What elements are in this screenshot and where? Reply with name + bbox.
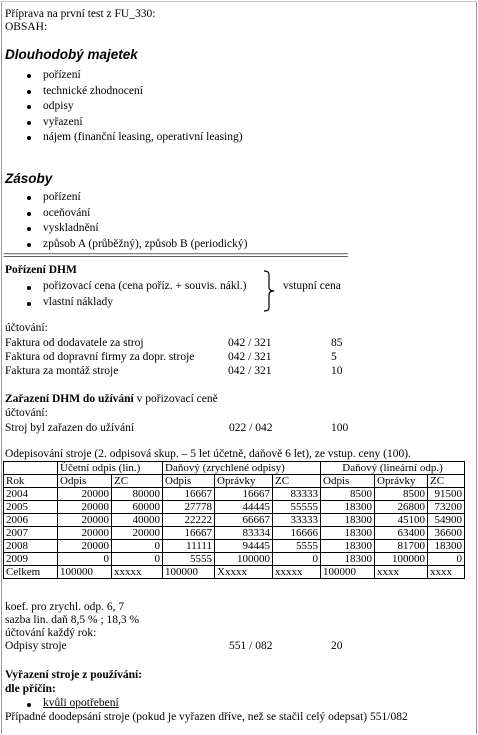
table-row	[4, 514, 465, 527]
uctovani-label: účtování:	[5, 322, 48, 334]
table-row	[4, 488, 465, 501]
table-cell: 2004	[4, 488, 58, 501]
table-header: Oprávky	[215, 475, 273, 488]
table-cell: 16667	[215, 488, 273, 501]
table-row	[4, 566, 465, 579]
table-cell: 100000	[163, 566, 215, 579]
table-cell: 18300	[321, 553, 375, 566]
table-header: Odpis	[321, 475, 375, 488]
table-cell: 0	[58, 553, 112, 566]
entry-account: 042 / 321	[228, 337, 272, 349]
table-cell: xxxx	[428, 566, 465, 579]
table-cell: 26800	[375, 501, 428, 514]
table-cell: 63400	[375, 527, 428, 540]
list-item: pořizovací cena (cena poříz. + souvis. nákl.)	[43, 280, 247, 292]
table-cell: 40000	[112, 514, 163, 527]
entry-account: 042 / 321	[228, 365, 272, 377]
table-cell: 36600	[428, 527, 465, 540]
list-item: vlastní náklady	[43, 296, 113, 308]
list-item: pořízení	[43, 69, 81, 81]
bullet-icon	[27, 90, 31, 94]
list-item: způsob A (průběžný), způsob B (periodický)	[43, 238, 248, 250]
entry-amount: 85	[331, 337, 343, 349]
entry-account: 022 / 042	[229, 422, 273, 434]
table-cell: 8500	[375, 488, 428, 501]
list-item: nájem (finanční leasing, operativní leasing)	[43, 131, 243, 143]
note-line: účtování každý rok:	[5, 627, 97, 639]
entry-text: Faktura od dopravní firmy za dopr. stroje	[5, 351, 195, 363]
table-group-header-row	[4, 462, 465, 475]
last-line: Případné doodepsání stroje (pokud je vyřazen dříve, než se stačil celý odepsat) 551/082	[5, 711, 408, 723]
table-cell: 20000	[112, 527, 163, 540]
table-cell: 18300	[321, 514, 375, 527]
table-cell: 16666	[273, 527, 321, 540]
list-item: technické zhodnocení	[43, 85, 143, 97]
table-header: ZC	[273, 475, 321, 488]
table-cell: 20000	[58, 514, 112, 527]
entry-amount: 5	[331, 351, 337, 363]
table-group-header: Účetní odpis (lin.)	[58, 462, 163, 475]
curly-brace-icon	[262, 270, 276, 312]
table-cell: 2005	[4, 501, 58, 514]
table-cell: 2006	[4, 514, 58, 527]
table-cell: 100000	[215, 553, 273, 566]
table-cell: 83334	[215, 527, 273, 540]
bullet-icon	[27, 136, 31, 140]
table-cell: 0	[112, 540, 163, 553]
bullet-icon	[27, 196, 31, 200]
table-group-header: Daňový (zrychlené odpisy)	[163, 462, 321, 475]
bullet-icon	[27, 74, 31, 78]
table-cell: 18300	[321, 540, 375, 553]
note-line: sazba lin. daň 8,5 % ; 18,3 %	[5, 614, 140, 626]
table-row	[4, 553, 465, 566]
table-cell: 20000	[58, 527, 112, 540]
entry-amount: 100	[331, 422, 349, 434]
table-cell: 0	[273, 553, 321, 566]
bullet-icon	[27, 286, 31, 290]
table-row	[4, 540, 465, 553]
table-cell: 20000	[58, 488, 112, 501]
bullet-icon	[27, 105, 31, 109]
table-cell: 100000	[321, 566, 375, 579]
table-cell: 91500	[428, 488, 465, 501]
bullet-icon	[27, 121, 31, 125]
table-cell: xxxx	[375, 566, 428, 579]
table-group-header: Daňový (lineární odp.)	[321, 462, 465, 475]
table-header: ZC	[112, 475, 163, 488]
table-header: Odpis	[163, 475, 215, 488]
table-cell: 8500	[321, 488, 375, 501]
table-cell: 18300	[428, 540, 465, 553]
table-cell: 94445	[215, 540, 273, 553]
table-cell: 22222	[163, 514, 215, 527]
table-cell: Celkem	[4, 566, 58, 579]
table-cell: 27778	[163, 501, 215, 514]
table-cell: 66667	[215, 514, 273, 527]
table-cell: 2009	[4, 553, 58, 566]
table-header: Odpis	[58, 475, 112, 488]
table-cell: 81700	[375, 540, 428, 553]
table-cell: 55555	[273, 501, 321, 514]
entry-text: Odpisy stroje	[5, 640, 67, 652]
section-title-zarazeni	[5, 393, 218, 406]
table-cell: 100000	[375, 553, 428, 566]
table-cell: 5555	[163, 553, 215, 566]
depreciation-table	[3, 461, 465, 579]
table-header: Rok	[4, 475, 58, 488]
table-cell: 18300	[321, 527, 375, 540]
list-item: vyřazení	[43, 116, 83, 128]
table-cell: 11111	[163, 540, 215, 553]
table-cell: 100000	[58, 566, 112, 579]
entry-text: Faktura za montáž stroje	[5, 365, 119, 377]
vyrazeni-subtitle: dle příčin:	[5, 683, 56, 695]
list-item: odpisy	[43, 100, 74, 112]
table-cell: 0	[428, 553, 465, 566]
table-cell: xxxxx	[273, 566, 321, 579]
table-cell: 2008	[4, 540, 58, 553]
entry-account: 551 / 082	[229, 640, 273, 652]
brace-label: vstupní cena	[283, 280, 341, 292]
table-cell: 73200	[428, 501, 465, 514]
uctovani-label: účtování:	[5, 407, 48, 419]
table-cell: Xxxxx	[215, 566, 273, 579]
table-cell: 18300	[321, 501, 375, 514]
odpisovani-text: Odepisování stroje (2. odpisová skup. – 5 let účetně, daňově 6 let), ze vstup. ceny (100).	[5, 448, 411, 460]
list-item: oceňování	[43, 207, 91, 219]
table-cell	[4, 462, 58, 475]
bullet-icon	[27, 703, 31, 707]
entry-amount: 10	[331, 365, 343, 377]
separator-line: ==================================================================================	[3, 253, 348, 260]
zarazeni-title-bold: Zařazení DHM do užívání	[5, 393, 134, 405]
table-cell: 0	[112, 553, 163, 566]
bullet-icon	[27, 227, 31, 231]
bullet-icon	[27, 243, 31, 247]
table-cell: 44445	[215, 501, 273, 514]
bullet-icon	[27, 302, 31, 306]
list-item: vyskladnění	[43, 222, 99, 234]
table-cell: 20000	[58, 501, 112, 514]
table-cell: 60000	[112, 501, 163, 514]
table-cell: 80000	[112, 488, 163, 501]
table-cell: 5555	[273, 540, 321, 553]
table-cell: 16667	[163, 527, 215, 540]
section-title-zasoby: Zásoby	[5, 171, 53, 186]
table-row	[4, 501, 465, 514]
table-cell: 54900	[428, 514, 465, 527]
entry-text: Faktura od dodavatele za stroj	[5, 337, 144, 349]
section-title-dlouhodoby-majetek: Dlouhodobý majetek	[5, 47, 138, 62]
header-line-2: OBSAH:	[5, 21, 48, 33]
table-cell: 2007	[4, 527, 58, 540]
table-cell: 16667	[163, 488, 215, 501]
table-header: Oprávky	[375, 475, 428, 488]
table-cell: 33333	[273, 514, 321, 527]
entry-account: 042 / 321	[228, 351, 272, 363]
bullet-icon	[27, 212, 31, 216]
list-item: pořízení	[43, 191, 81, 203]
table-cell: 83333	[273, 488, 321, 501]
note-line: koef. pro zrychl. odp. 6, 7	[5, 601, 125, 613]
entry-text: Stroj byl zařazen do užívání	[5, 422, 135, 434]
table-cell: 45100	[375, 514, 428, 527]
table-header: ZC	[428, 475, 465, 488]
section-title-vyrazeni: Vyřazení stroje z používání:	[5, 669, 143, 681]
zarazeni-title-rest: v pořizovací ceně	[136, 393, 218, 405]
table-cell: xxxxx	[112, 566, 163, 579]
table-header-row	[4, 475, 465, 488]
header-line-1: Příprava na první test z FU_330:	[5, 8, 156, 20]
entry-amount: 20	[331, 640, 343, 652]
table-cell: 20000	[58, 540, 112, 553]
list-item: kvůli opotřebení	[43, 697, 119, 709]
table-row	[4, 527, 465, 540]
section-title-porizeni-dhm: Pořízení DHM	[5, 264, 77, 276]
